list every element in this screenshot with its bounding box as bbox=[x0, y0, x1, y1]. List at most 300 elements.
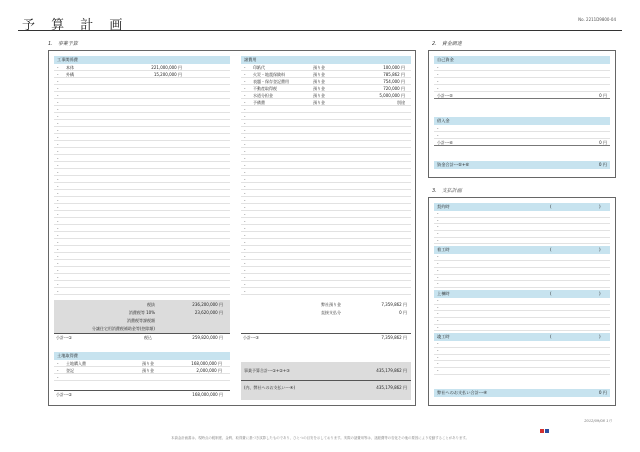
payment-group-header bbox=[434, 246, 610, 254]
row-mark: - bbox=[244, 275, 246, 280]
payment-groups bbox=[434, 203, 610, 377]
row-mark: - bbox=[57, 156, 59, 161]
row-amount: 別途 bbox=[397, 100, 405, 105]
row-mark: - bbox=[57, 191, 59, 196]
misc-blank-row bbox=[241, 141, 411, 148]
construction-blank-row bbox=[54, 246, 230, 253]
payment-group-title: 上棟時 bbox=[437, 290, 450, 296]
payment-row bbox=[434, 298, 610, 305]
row-mark: - bbox=[244, 100, 246, 105]
row-mark: - bbox=[437, 79, 439, 84]
funding-total-row bbox=[434, 161, 610, 169]
row-mark: - bbox=[244, 107, 246, 112]
construction-sum-label: 税抜 bbox=[147, 302, 155, 307]
land-subtotal-label: 小計---② bbox=[56, 392, 72, 397]
row-mark: - bbox=[244, 79, 246, 84]
misc-blank-row bbox=[241, 169, 411, 176]
payment-paren-close: ) bbox=[599, 247, 601, 253]
construction-blank-row bbox=[54, 274, 230, 281]
row-note: 預り金 bbox=[313, 86, 325, 91]
payment-group-title: 着工時 bbox=[437, 247, 450, 253]
totals-rule bbox=[241, 380, 411, 381]
construction-subtotal-label: 小計---① bbox=[56, 335, 72, 340]
payment-row bbox=[434, 325, 610, 332]
row-mark: - bbox=[244, 184, 246, 189]
misc-blank-row bbox=[241, 267, 411, 274]
misc-sum-value: 0 円 bbox=[399, 310, 407, 315]
misc-row bbox=[241, 78, 411, 85]
document-number: No. 2211D9800-04 bbox=[578, 17, 616, 22]
construction-blank-row bbox=[54, 169, 230, 176]
construction-blank-row bbox=[54, 99, 230, 106]
row-mark: - bbox=[244, 156, 246, 161]
row-mark: - bbox=[437, 261, 439, 267]
row-mark: - bbox=[244, 191, 246, 196]
row-amount: 720,000 円 bbox=[383, 86, 405, 91]
misc-sum-label: 直接支払分 bbox=[321, 310, 341, 315]
row-mark: - bbox=[437, 217, 439, 223]
loan-rows bbox=[434, 125, 610, 139]
misc-sum-label: 弊社預り金 bbox=[321, 302, 341, 307]
row-amount: 2,000,000 円 bbox=[196, 368, 222, 373]
row-mark: - bbox=[244, 240, 246, 245]
row-amount: 15,200,000 円 bbox=[153, 72, 182, 77]
payment-row bbox=[434, 254, 610, 261]
row-mark: - bbox=[437, 361, 439, 367]
legal-disclaimer: 本資金計画書は、現時点の税制度、金利、取得費に基づき試算したものであり、ひとつの目安を示しております。実際の諸費用等は、諸経費等の変化その他の要因により変動することがあります。 bbox=[171, 436, 469, 440]
row-mark: - bbox=[244, 72, 246, 77]
row-mark: - bbox=[57, 368, 59, 373]
row-mark: - bbox=[57, 184, 59, 189]
row-mark: - bbox=[437, 341, 439, 347]
construction-blank-row bbox=[54, 92, 230, 99]
payment-paren-close: ) bbox=[599, 290, 601, 296]
row-mark: - bbox=[244, 163, 246, 168]
row-label: 土地購入費 bbox=[66, 361, 86, 366]
construction-blank-row bbox=[54, 155, 230, 162]
misc-header: 諸費用 bbox=[241, 56, 411, 64]
row-mark: - bbox=[244, 247, 246, 252]
document-title: 予 算 計 画 bbox=[22, 18, 129, 33]
misc-subtotal-value: 7,359,862 円 bbox=[381, 335, 407, 340]
row-mark: - bbox=[244, 226, 246, 231]
misc-blank-row bbox=[241, 246, 411, 253]
row-mark: - bbox=[57, 233, 59, 238]
own-funds-row bbox=[434, 78, 610, 85]
misc-blank-row bbox=[241, 288, 411, 295]
construction-blank-row bbox=[54, 106, 230, 113]
construction-row bbox=[54, 71, 230, 78]
loan-row bbox=[434, 125, 610, 132]
row-mark: - bbox=[437, 354, 439, 360]
row-note: 預り金 bbox=[313, 100, 325, 105]
land-subtotal-value: 168,000,000 円 bbox=[192, 392, 223, 397]
row-note: 預り金 bbox=[142, 361, 154, 366]
row-mark: - bbox=[57, 247, 59, 252]
budget-total-label: 事業予算合計---①+②+③ bbox=[244, 368, 290, 373]
construction-blank-row bbox=[54, 267, 230, 274]
construction-blank-row bbox=[54, 176, 230, 183]
row-mark: - bbox=[244, 135, 246, 140]
payment-row bbox=[434, 211, 610, 218]
row-mark: - bbox=[437, 86, 439, 91]
row-mark: - bbox=[57, 163, 59, 168]
row-mark: - bbox=[57, 79, 59, 84]
construction-blank-row bbox=[54, 127, 230, 134]
row-mark: - bbox=[244, 177, 246, 182]
row-mark: - bbox=[244, 289, 246, 294]
own-funds-rows bbox=[434, 64, 610, 92]
own-funds-subtotal-value: 0 円 bbox=[599, 93, 607, 98]
logo-red-mark bbox=[540, 429, 544, 433]
row-mark: - bbox=[244, 268, 246, 273]
budget-total-value: 435,179,862 円 bbox=[376, 368, 407, 373]
row-mark: - bbox=[57, 114, 59, 119]
misc-blank-row bbox=[241, 190, 411, 197]
row-mark: - bbox=[57, 121, 59, 126]
own-funds-subtotal-label: 小計---⑤ bbox=[437, 93, 453, 98]
row-mark: - bbox=[244, 212, 246, 217]
row-mark: - bbox=[244, 86, 246, 91]
section-title-funding: 2. 資金調達 bbox=[432, 41, 462, 47]
misc-blank-row bbox=[241, 162, 411, 169]
payment-group-header bbox=[434, 290, 610, 298]
row-label: 火災・地震保険料 bbox=[253, 72, 285, 77]
construction-sum-value: 23,620,000 円 bbox=[194, 310, 223, 315]
misc-column bbox=[241, 56, 411, 295]
misc-blank-row bbox=[241, 113, 411, 120]
construction-sum-label: 消費税等課税額 bbox=[127, 318, 155, 323]
construction-rows bbox=[54, 64, 230, 295]
title-rule bbox=[18, 30, 622, 31]
row-mark: - bbox=[437, 267, 439, 273]
misc-blank-row bbox=[241, 253, 411, 260]
row-mark: - bbox=[437, 237, 439, 243]
row-mark: - bbox=[57, 86, 59, 91]
construction-blank-row bbox=[54, 148, 230, 155]
land-column bbox=[54, 352, 230, 381]
row-mark: - bbox=[244, 142, 246, 147]
row-mark: - bbox=[437, 254, 439, 260]
payment-row bbox=[434, 361, 610, 368]
misc-blank-row bbox=[241, 197, 411, 204]
misc-row bbox=[241, 92, 411, 99]
payment-row bbox=[434, 311, 610, 318]
payment-group bbox=[434, 203, 610, 244]
row-amount: 785,862 円 bbox=[383, 72, 405, 77]
payment-row bbox=[434, 224, 610, 231]
row-mark: - bbox=[244, 170, 246, 175]
construction-blank-row bbox=[54, 225, 230, 232]
footer-date: 2012/09/08 1月 bbox=[584, 419, 612, 423]
loan-block bbox=[434, 117, 610, 146]
row-mark: - bbox=[437, 304, 439, 310]
construction-sum-label: 分譲住宅用消費税補助金等(控除額) bbox=[91, 326, 155, 331]
misc-blank-row bbox=[241, 218, 411, 225]
payment-group bbox=[434, 333, 610, 374]
row-mark: - bbox=[57, 240, 59, 245]
row-label: 表題・保存登記費用 bbox=[253, 79, 289, 84]
loan-subtotal-label: 小計---⑥ bbox=[437, 140, 453, 145]
construction-blank-row bbox=[54, 239, 230, 246]
row-mark: - bbox=[57, 282, 59, 287]
payment-row bbox=[434, 368, 610, 375]
payment-row bbox=[434, 261, 610, 268]
payment-total-value: 0 円 bbox=[598, 390, 607, 395]
construction-row bbox=[54, 64, 230, 71]
land-row bbox=[54, 360, 230, 367]
construction-sum-value: 236,200,000 円 bbox=[192, 302, 223, 307]
own-funds-header: 自己資金 bbox=[434, 56, 610, 64]
row-amount: 754,000 円 bbox=[383, 79, 405, 84]
loan-subtotal-value: 0 円 bbox=[599, 140, 607, 145]
payment-row bbox=[434, 355, 610, 362]
misc-blank-row bbox=[241, 176, 411, 183]
payment-paren-open: ( bbox=[550, 204, 552, 209]
construction-subtotal-tax: 税込 bbox=[144, 335, 152, 340]
misc-blank-row bbox=[241, 232, 411, 239]
paid-to-company-label: (内、弊社へのお支払い---④) bbox=[244, 385, 296, 390]
row-mark: - bbox=[437, 368, 439, 374]
payment-group bbox=[434, 290, 610, 331]
row-label: 登記 bbox=[66, 368, 74, 373]
row-mark: - bbox=[437, 324, 439, 330]
misc-blank-row bbox=[241, 281, 411, 288]
row-mark: - bbox=[244, 114, 246, 119]
payment-row bbox=[434, 318, 610, 325]
row-mark: - bbox=[57, 268, 59, 273]
construction-blank-row bbox=[54, 288, 230, 295]
payment-paren-open: ( bbox=[550, 247, 552, 253]
row-mark: - bbox=[57, 361, 59, 366]
payment-row bbox=[434, 305, 610, 312]
misc-blank-row bbox=[241, 127, 411, 134]
payment-group-title: 竣工時 bbox=[437, 334, 450, 340]
logo-blue-mark bbox=[545, 429, 549, 433]
row-mark: - bbox=[437, 311, 439, 317]
row-mark: - bbox=[57, 254, 59, 259]
row-note: 預り金 bbox=[313, 79, 325, 84]
misc-row bbox=[241, 85, 411, 92]
row-note: 預り金 bbox=[142, 368, 154, 373]
row-label: 不動産取得税 bbox=[253, 86, 277, 91]
row-mark: - bbox=[57, 149, 59, 154]
construction-header: 工事関係費 bbox=[54, 56, 230, 64]
misc-blank-row bbox=[241, 204, 411, 211]
row-mark: - bbox=[244, 233, 246, 238]
construction-blank-row bbox=[54, 78, 230, 85]
misc-row bbox=[241, 71, 411, 78]
misc-blank-row bbox=[241, 148, 411, 155]
row-note: 預り金 bbox=[313, 93, 325, 98]
land-rows bbox=[54, 360, 230, 381]
payment-row bbox=[434, 281, 610, 288]
row-mark: - bbox=[244, 282, 246, 287]
row-mark: - bbox=[57, 205, 59, 210]
row-mark: - bbox=[244, 93, 246, 98]
payment-row bbox=[434, 268, 610, 275]
row-mark: - bbox=[244, 149, 246, 154]
row-mark: - bbox=[244, 205, 246, 210]
row-label: 本体 bbox=[66, 65, 74, 70]
row-mark: - bbox=[57, 198, 59, 203]
misc-sum-value: 7,359,862 円 bbox=[381, 302, 407, 307]
row-mark: - bbox=[57, 142, 59, 147]
land-row bbox=[54, 367, 230, 374]
misc-blank-row bbox=[241, 225, 411, 232]
row-mark: - bbox=[57, 275, 59, 280]
row-mark: - bbox=[244, 198, 246, 203]
payment-paren-open: ( bbox=[550, 334, 552, 340]
own-funds-row bbox=[434, 85, 610, 92]
payment-paren-open: ( bbox=[550, 290, 552, 296]
row-mark: - bbox=[437, 274, 439, 280]
construction-blank-row bbox=[54, 197, 230, 204]
construction-blank-row bbox=[54, 141, 230, 148]
construction-blank-row bbox=[54, 120, 230, 127]
row-label: 外構 bbox=[66, 72, 74, 77]
payment-total-label: 弊社へのお支払い合計---④ bbox=[437, 390, 488, 395]
construction-column bbox=[54, 56, 230, 295]
row-amount: 221,000,000 円 bbox=[151, 65, 182, 70]
paid-to-company-value: 435,179,862 円 bbox=[376, 385, 407, 390]
row-mark: - bbox=[57, 135, 59, 140]
construction-blank-row bbox=[54, 183, 230, 190]
row-amount: 5,000,000 円 bbox=[379, 93, 405, 98]
row-mark: - bbox=[57, 289, 59, 294]
row-mark: - bbox=[57, 177, 59, 182]
misc-row bbox=[241, 99, 411, 106]
row-mark: - bbox=[437, 133, 439, 138]
own-funds-row bbox=[434, 71, 610, 78]
row-mark: - bbox=[437, 126, 439, 131]
own-funds-row bbox=[434, 64, 610, 71]
row-mark: - bbox=[244, 261, 246, 266]
misc-blank-row bbox=[241, 260, 411, 267]
company-logo bbox=[540, 418, 550, 423]
construction-blank-row bbox=[54, 85, 230, 92]
payment-total-row bbox=[434, 389, 610, 397]
land-row bbox=[54, 374, 230, 381]
construction-blank-row bbox=[54, 260, 230, 267]
payment-row bbox=[434, 348, 610, 355]
payment-panel bbox=[428, 197, 616, 406]
payment-paren-close: ) bbox=[599, 204, 601, 209]
misc-blank-row bbox=[241, 134, 411, 141]
payment-group-header bbox=[434, 203, 610, 211]
construction-blank-row bbox=[54, 232, 230, 239]
misc-row bbox=[241, 64, 411, 71]
row-note: 預り金 bbox=[313, 65, 325, 70]
construction-blank-row bbox=[54, 218, 230, 225]
land-header: 土地取得費 bbox=[54, 352, 230, 360]
own-funds-block bbox=[434, 56, 610, 99]
budget-panel bbox=[48, 50, 416, 406]
row-mark: - bbox=[437, 224, 439, 230]
funding-panel bbox=[428, 50, 616, 178]
construction-blank-row bbox=[54, 281, 230, 288]
loan-header: 借入金 bbox=[434, 117, 610, 125]
payment-row bbox=[434, 231, 610, 238]
row-mark: - bbox=[437, 297, 439, 303]
row-mark: - bbox=[244, 128, 246, 133]
loan-row bbox=[434, 132, 610, 139]
misc-subtotal-label: 小計---③ bbox=[243, 335, 259, 340]
misc-blank-row bbox=[241, 274, 411, 281]
misc-blank-row bbox=[241, 120, 411, 127]
row-mark: - bbox=[57, 72, 59, 77]
section-title-budget: 1. 事業予算 bbox=[48, 41, 78, 47]
loan-subtotal bbox=[434, 139, 610, 146]
row-mark: - bbox=[437, 281, 439, 287]
row-mark: - bbox=[57, 107, 59, 112]
payment-group-header bbox=[434, 333, 610, 341]
row-mark: - bbox=[57, 128, 59, 133]
construction-blank-row bbox=[54, 113, 230, 120]
construction-sum-label: 消費税等 10% bbox=[128, 310, 155, 315]
construction-blank-row bbox=[54, 162, 230, 169]
row-label: 予備費 bbox=[253, 100, 265, 105]
section-title-payment: 3. 支払計画 bbox=[432, 188, 462, 194]
misc-blank-row bbox=[241, 239, 411, 246]
own-funds-subtotal bbox=[434, 92, 610, 99]
row-label: 水道分担金 bbox=[253, 93, 273, 98]
row-mark: - bbox=[437, 65, 439, 70]
payment-group-title: 契約時 bbox=[437, 204, 450, 209]
row-mark: - bbox=[57, 65, 59, 70]
row-mark: - bbox=[57, 375, 59, 380]
row-mark: - bbox=[437, 348, 439, 353]
row-mark: - bbox=[437, 72, 439, 77]
row-mark: - bbox=[57, 261, 59, 266]
construction-blank-row bbox=[54, 134, 230, 141]
misc-blank-row bbox=[241, 106, 411, 113]
row-mark: - bbox=[57, 170, 59, 175]
payment-row bbox=[434, 218, 610, 225]
row-mark: - bbox=[437, 317, 439, 323]
funding-total-value: 0 円 bbox=[598, 162, 607, 167]
row-amount: 100,000 円 bbox=[383, 65, 405, 70]
payment-row bbox=[434, 341, 610, 348]
row-mark: - bbox=[57, 100, 59, 105]
construction-blank-row bbox=[54, 190, 230, 197]
row-note: 預り金 bbox=[313, 72, 325, 77]
row-mark: - bbox=[57, 226, 59, 231]
payment-row bbox=[434, 238, 610, 245]
row-mark: - bbox=[57, 212, 59, 217]
funding-total-label: 資金合計---⑤+⑥ bbox=[437, 162, 470, 167]
row-mark: - bbox=[437, 231, 439, 237]
misc-blank-row bbox=[241, 155, 411, 162]
construction-subtotal-value: 259,820,000 円 bbox=[192, 335, 223, 340]
construction-blank-row bbox=[54, 253, 230, 260]
row-mark: - bbox=[57, 93, 59, 98]
row-mark: - bbox=[244, 121, 246, 126]
row-mark: - bbox=[57, 219, 59, 224]
misc-rows bbox=[241, 64, 411, 295]
row-mark: - bbox=[244, 219, 246, 224]
row-mark: - bbox=[437, 211, 439, 216]
row-label: 印紙代 bbox=[253, 65, 265, 70]
payment-paren-close: ) bbox=[599, 334, 601, 340]
payment-row bbox=[434, 275, 610, 282]
row-mark: - bbox=[244, 254, 246, 259]
construction-blank-row bbox=[54, 204, 230, 211]
construction-blank-row bbox=[54, 211, 230, 218]
payment-group bbox=[434, 246, 610, 287]
row-mark: - bbox=[244, 65, 246, 70]
misc-blank-row bbox=[241, 211, 411, 218]
